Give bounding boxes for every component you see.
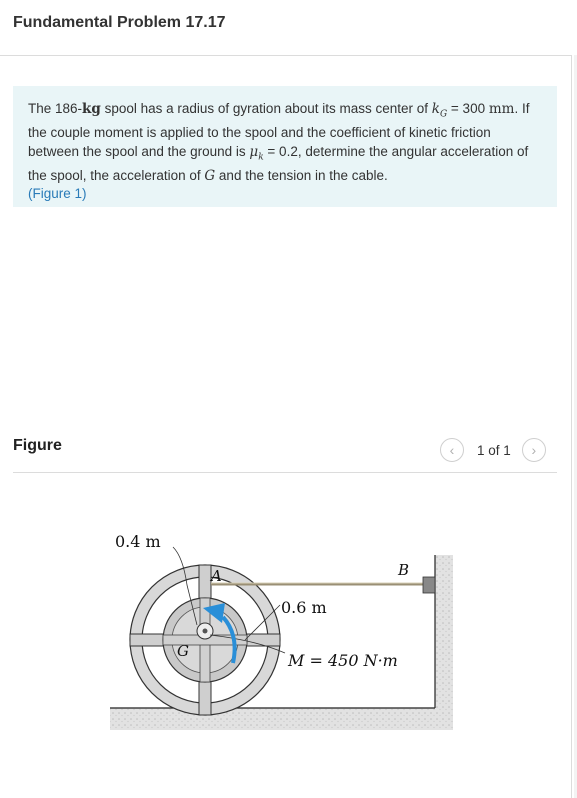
mu-symbol: μ [249,143,259,160]
chevron-right-icon: › [531,442,537,458]
k-symbol: k [431,101,440,117]
header-divider [0,55,571,56]
page-title: Fundamental Problem 17.17 [13,14,226,31]
problem-statement [13,86,557,207]
problem-text-5: = 0.2, determine the angular acceleration of the spool, the acceleration of [28,143,529,183]
ground-hatch [110,708,443,730]
g-symbol: G [204,167,216,184]
figure-pagination [440,437,546,463]
label-inner-radius: 0.6 m [281,598,327,617]
length-unit: mm [488,101,515,117]
label-g: G [177,642,189,660]
chevron-left-icon: ‹ [449,442,455,458]
problem-text-6: and the tension in the cable. [215,167,388,183]
problem-text-3: = 300 [447,101,489,116]
wall-hatch [435,555,453,730]
content-border [571,55,572,798]
label-outer-radius: 0.4 m [115,532,161,551]
figure-divider [13,472,557,473]
pagination-count: 1 of 1 [477,442,511,458]
figure-link[interactable]: (Figure 1) [28,186,87,202]
label-moment: M = 450 N·m [288,651,398,670]
problem-text-1: The 186- [28,101,83,116]
figure-heading: Figure [13,437,62,454]
label-a: A [211,567,222,585]
problem-text-2: spool has a radius of gyration about its mass center of [100,101,432,116]
label-b: B [398,561,410,579]
bracket-b [423,577,435,593]
mass-unit: kg [82,101,101,117]
spool-diagram [105,525,465,735]
axle-center [203,629,208,634]
k-subscript: G [439,109,448,120]
next-figure-button[interactable] [522,438,546,462]
problem-text-4: . If the couple moment is applied to the spool and the coefficient of kinetic friction between the spool and the ground is [28,101,530,159]
mu-subscript: k [258,152,264,163]
prev-figure-button[interactable] [440,438,464,462]
